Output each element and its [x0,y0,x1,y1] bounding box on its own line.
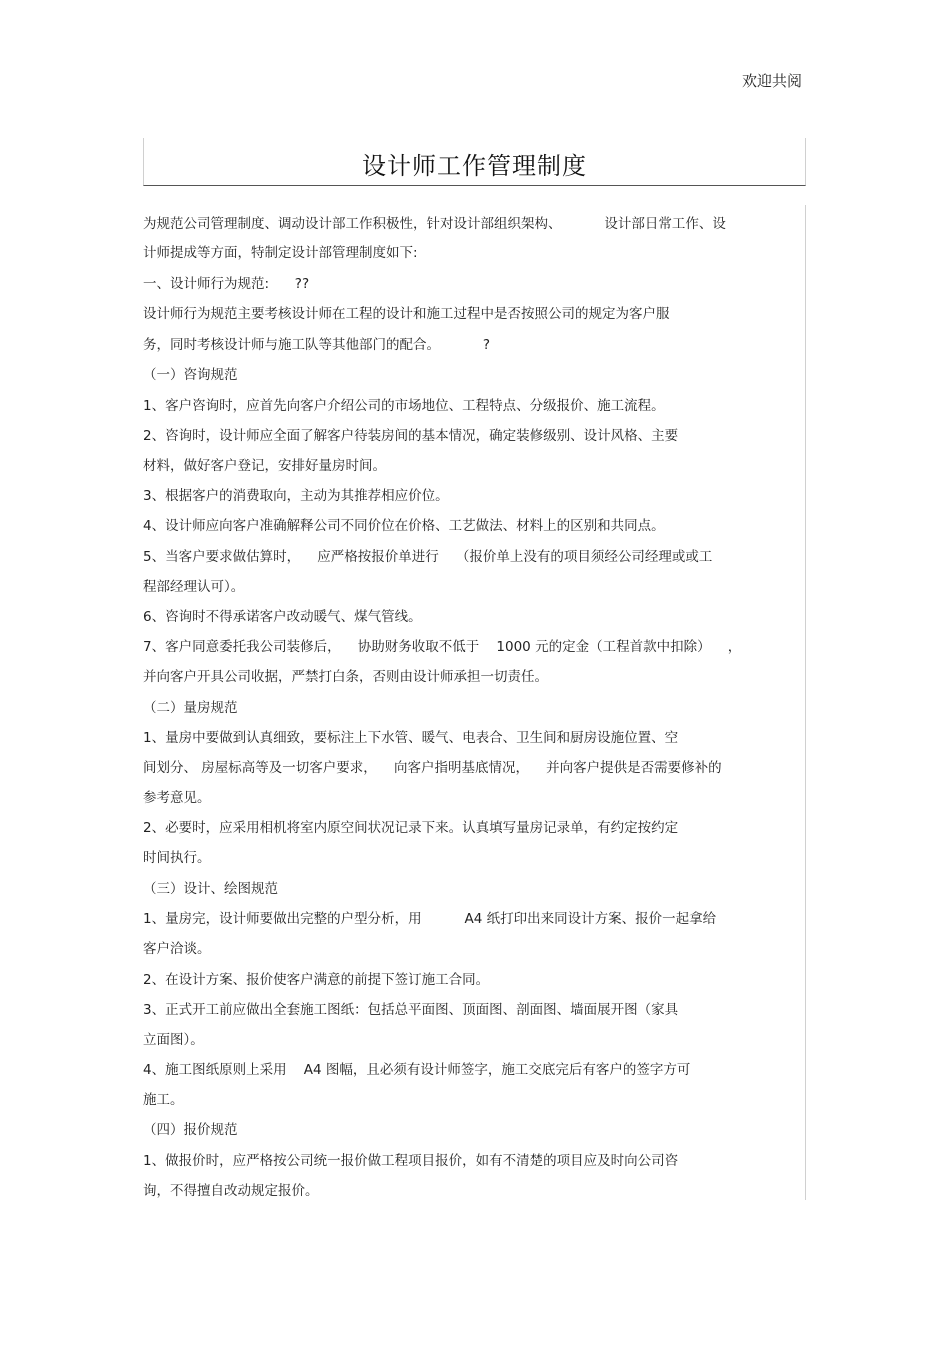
paragraph-line: 为规范公司管理制度、调动设计部工作积极性，针对设计部组织架构、 设计部日常工作、设 [143,216,726,232]
paragraph-line: 5、当客户要求做估算时， 应严格按报价单进行 （报价单上没有的项目须经公司经理或或工 [143,549,713,565]
paragraph-line: 务，同时考核设计师与施工队等其他部门的配合。 ? [143,337,491,353]
section-heading: 一、设计师行为规范: ?? [143,276,310,292]
paragraph-line: 程部经理认可）。 [143,579,245,595]
paragraph-line: 1、客户咨询时，应首先向客户介绍公司的市场地位、工程特点、分级报价、施工流程。 [143,398,665,414]
paragraph-line: 1、做报价时，应严格按公司统一报价做工程项目报价，如有不清楚的项目应及时向公司咨 [143,1153,679,1169]
paragraph-line: 参考意见。 [143,790,211,806]
paragraph-line: 3、正式开工前应做出全套施工图纸：包括总平面图、顶面图、剖面图、墙面展开图（家具 [143,1002,679,1018]
subsection-heading: （四）报价规范 [143,1122,238,1138]
paragraph-line: 并向客户开具公司收据，严禁打白条，否则由设计师承担一切责任。 [143,669,548,685]
paragraph-line: 3、根据客户的消费取向，主动为其推荐相应价位。 [143,488,449,504]
paragraph-line: 时间执行。 [143,850,211,866]
paragraph-line: 1、量房完，设计师要做出完整的户型分析，用 A4 纸打印出来同设计方案、报价一起拿给 [143,911,717,927]
header-note: 欢迎共阅 [741,72,802,90]
paragraph-line: 1、量房中要做到认真细致，要标注上下水管、暖气、电表合、卫生间和厨房设施位置、空 [143,730,679,746]
paragraph-line: 2、必要时，应采用相机将室内原空间状况记录下来。认真填写量房记录单，有约定按约定 [143,820,679,836]
paragraph-line: 设计师行为规范主要考核设计师在工程的设计和施工过程中是否按照公司的规定为客户服 [143,306,670,322]
subsection-heading: （一）咨询规范 [143,367,238,383]
subsection-heading: （三）设计、绘图规范 [143,881,278,897]
paragraph-line: 立面图）。 [143,1032,204,1048]
paragraph-line: 间划分、 房屋标高等及一切客户要求， 向客户指明基底情况， 并向客户提供是否需要修补的 [143,760,722,776]
paragraph-line: 7、客户同意委托我公司装修后， 协助财务收取不低于 1000 元的定金（工程首款中扣除） ， [143,639,742,655]
document-body [143,205,806,1200]
document-title: 设计师工作管理制度 [362,152,587,180]
paragraph-line: 2、在设计方案、报价使客户满意的前提下签订施工合同。 [143,972,490,988]
paragraph-line: 4、施工图纸原则上采用 A4 图幅，且必须有设计师签字，施工交底完后有客户的签字方可 [143,1062,691,1078]
paragraph-line: 材料，做好客户登记，安排好量房时间。 [143,458,386,474]
title-box [143,138,806,186]
paragraph-line: 客户洽谈。 [143,941,211,957]
paragraph-line: 施工。 [143,1092,184,1108]
paragraph-line: 计师提成等方面，特制定设计部管理制度如下: [143,245,418,261]
subsection-heading: （二）量房规范 [143,700,238,716]
paragraph-line: 6、咨询时不得承诺客户改动暖气、煤气管线。 [143,609,422,625]
paragraph-line: 询，不得擅自改动规定报价。 [143,1183,319,1199]
paragraph-line: 2、咨询时，设计师应全面了解客户待装房间的基本情况，确定装修级别、设计风格、主要 [143,428,679,444]
paragraph-line: 4、设计师应向客户准确解释公司不同价位在价格、工艺做法、材料上的区别和共同点。 [143,518,665,534]
